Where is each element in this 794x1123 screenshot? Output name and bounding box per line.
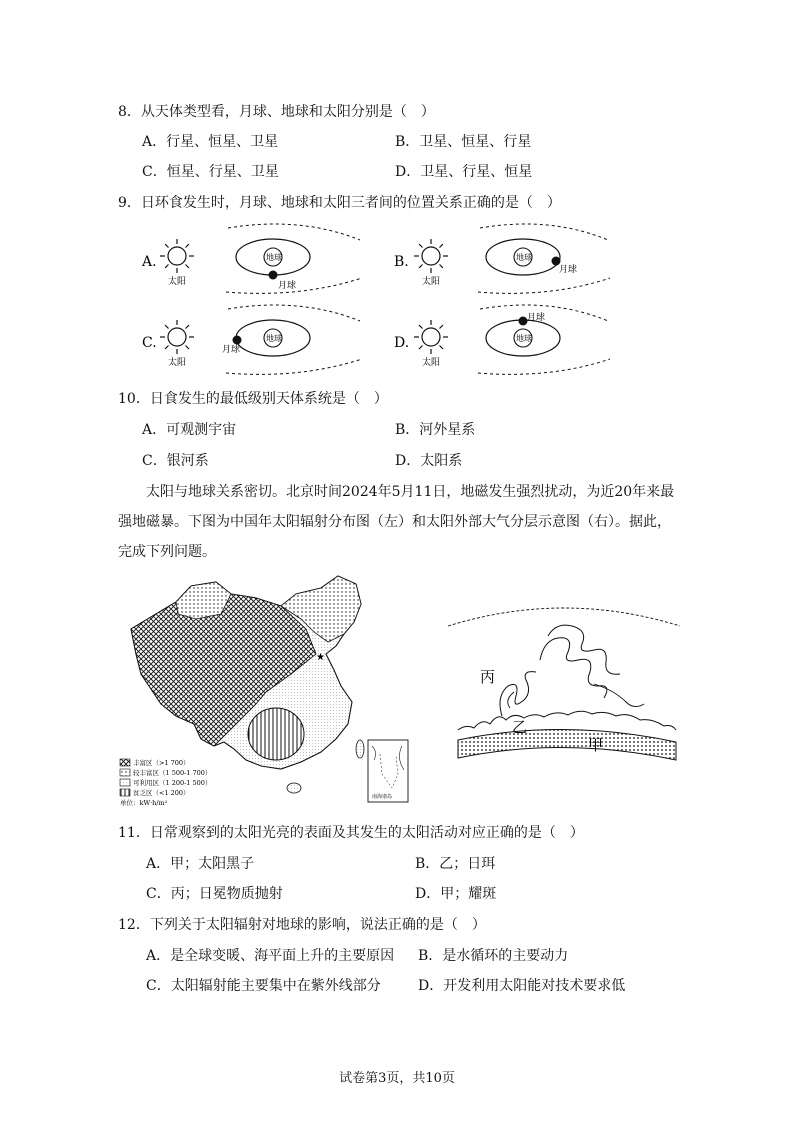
- q12-option-a: A．是全球变暖、海平面上升的主要原因: [146, 948, 395, 964]
- q9-c-moon-label: 月球: [222, 345, 241, 355]
- q9-b-sun-label: 太阳: [422, 277, 441, 287]
- q9-a-earth-label: 地球: [266, 253, 282, 262]
- capital-star-icon: ★: [316, 652, 325, 663]
- label-bing: 丙: [480, 668, 496, 686]
- q9-a-letter: A.: [142, 254, 157, 270]
- sun-icon: [160, 320, 194, 354]
- q9-d-earth-label: 地球: [516, 334, 532, 343]
- q9-b-moon-label: 月球: [559, 265, 578, 275]
- label-yi: 乙: [512, 718, 528, 736]
- q11-option-c: C．丙；日冕物质抛射: [146, 886, 283, 902]
- q12-option-c: C．太阳辐射能主要集中在紫外线部分: [146, 978, 381, 994]
- q9-c-letter: C.: [142, 335, 157, 351]
- inset-label: 南海诸岛: [372, 794, 393, 800]
- q8-stem: 8．从天体类型看，月球、地球和太阳分别是（ ）: [118, 104, 435, 120]
- sun-atmosphere-diagram: [444, 600, 684, 780]
- q11-option-d: D．甲；耀斑: [415, 886, 497, 902]
- q9-option-c: [142, 305, 362, 374]
- south-china-sea-inset: [368, 740, 408, 802]
- q10-option-a: A．可观测宇宙: [142, 422, 237, 438]
- q9-option-b: [394, 224, 610, 293]
- q8-option-b: B．卫星、恒星、行星: [395, 134, 532, 150]
- q10-option-d: D．太阳系: [395, 453, 463, 469]
- q9-d-moon-label: 月球: [527, 313, 546, 323]
- q10-option-c: C．银河系: [142, 453, 209, 469]
- q9-a-sun-label: 太阳: [168, 277, 187, 287]
- q12-stem: 12．下列关于太阳辐射对地球的影响，说法正确的是（ ）: [118, 917, 486, 933]
- q9-option-d: [394, 305, 610, 374]
- q8-option-a: A．行星、恒星、卫星: [142, 134, 279, 150]
- q9-b-letter: B.: [394, 254, 409, 270]
- legend-rich: 较丰富区（1 500-1 700）: [133, 769, 212, 777]
- q9-diagrams: [130, 222, 670, 387]
- sun-icon: [414, 320, 448, 354]
- map-unit: 单位：kW·h/m²: [120, 799, 168, 807]
- label-jia: 甲: [588, 736, 604, 754]
- q9-c-earth-label: 地球: [266, 334, 282, 343]
- q9-a-moon-label: 月球: [278, 281, 297, 291]
- q9-option-a: [141, 224, 362, 293]
- moon-icon: [269, 271, 278, 280]
- q9-b-earth-label: 地球: [516, 253, 532, 262]
- sun-icon: [414, 239, 448, 273]
- q9-d-sun-label: 太阳: [422, 358, 441, 368]
- moon-icon: [233, 336, 242, 345]
- q8-option-d: D．卫星、行星、恒星: [395, 164, 533, 180]
- passage-text: 太阳与地球关系密切。北京时间2024年5月11日，地磁发生强烈扰动，为近20年来最强地磁暴。下图为中国年太阳辐射分布图（左）和太阳外部大气分层示意图（右）。据此，完成下列问题。: [118, 484, 675, 560]
- q11-stem: 11．日常观察到的太阳光亮的表面及其发生的太阳活动对应正确的是（ ）: [118, 825, 584, 841]
- legend-richest: 丰富区（>1 700）: [133, 759, 190, 767]
- map-legend: [120, 758, 211, 807]
- q9-stem: 9．日环食发生时，月球、地球和太阳三者间的位置关系正确的是（ ）: [118, 195, 561, 211]
- q11-option-a: A．甲；太阳黑子: [146, 856, 255, 872]
- china-solar-radiation-map: [116, 574, 416, 809]
- q10-option-b: B．河外星系: [395, 422, 476, 438]
- page-footer: 试卷第3页，共10页: [339, 1071, 455, 1086]
- q9-d-letter: D.: [394, 335, 410, 351]
- q10-stem: 10．日食发生的最低级别天体系统是（ ）: [118, 391, 388, 407]
- q12-option-b: B．是水循环的主要动力: [418, 948, 569, 964]
- q11-option-b: B．乙；日珥: [415, 856, 496, 872]
- q8-option-c: C．恒星、行星、卫星: [142, 164, 279, 180]
- legend-usable: 可利用区（1 200-1 500）: [133, 779, 212, 787]
- legend-poor: 贫乏区（<1 200）: [133, 789, 190, 797]
- q9-c-sun-label: 太阳: [168, 358, 187, 368]
- q12-option-d: D．开发利用太阳能对技术要求低: [418, 978, 626, 994]
- sun-icon: [160, 239, 194, 273]
